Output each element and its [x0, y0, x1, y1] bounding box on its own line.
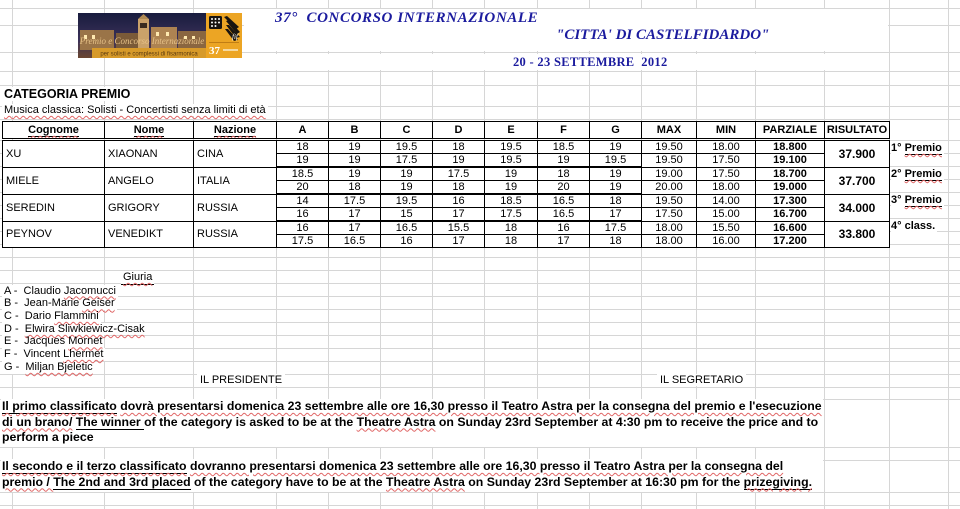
- gridline: [0, 71, 960, 72]
- text-segment: Flammini: [54, 310, 99, 323]
- score-cell: 17.50: [697, 154, 756, 168]
- score-cell: 19: [433, 154, 485, 168]
- score-cell: 16.5: [538, 194, 590, 208]
- score-cell: 19.5: [381, 141, 433, 154]
- gridline: [889, 0, 890, 509]
- column-header: Nazione: [194, 122, 277, 139]
- text-segment: D -: [4, 322, 25, 335]
- score-cell: 18.00: [642, 221, 697, 235]
- jury-member: [2, 361, 95, 374]
- score-cell: 20.00: [642, 181, 697, 195]
- score-cell: 17.5: [277, 235, 329, 248]
- column-header: Cognome: [3, 122, 105, 139]
- score-cell: 19: [381, 167, 433, 181]
- text-segment: G -: [4, 360, 26, 373]
- score-cell: 16: [381, 235, 433, 248]
- score-cell: 18.700: [756, 167, 825, 181]
- text-segment: Theatre Astra: [386, 474, 465, 489]
- contestant-info-cell: PEYNOV: [3, 221, 105, 248]
- contestant-row: [3, 194, 890, 208]
- score-cell: 19: [485, 167, 538, 181]
- score-cell: 17: [329, 221, 381, 235]
- text-segment: prizegiving.: [743, 474, 812, 489]
- score-cell: 17.5: [329, 194, 381, 208]
- gridline: [0, 387, 960, 388]
- column-header: B: [329, 122, 381, 139]
- text-segment: C - Dario: [4, 310, 55, 323]
- score-cell: 19.5: [590, 154, 642, 168]
- text-segment: Theatre Astra: [356, 414, 436, 429]
- text-segment: on Sunday 23rd September at 16:30 pm for the: [464, 474, 744, 489]
- score-cell: 16.700: [756, 208, 825, 222]
- contestant-info-cell: XIAONAN: [105, 141, 194, 168]
- score-cell: 16.00: [697, 235, 756, 248]
- column-header: G: [590, 122, 642, 139]
- score-cell: 18: [485, 235, 538, 248]
- score-cell: 19.5: [485, 141, 538, 154]
- score-cell: 18: [538, 167, 590, 181]
- secretary-signature-label: IL SEGRETARIO: [657, 374, 746, 386]
- notice-paragraph-2: [1, 459, 823, 492]
- score-cell: 16.5: [538, 208, 590, 222]
- score-cell: 19.00: [642, 167, 697, 181]
- score-cell: 18.5: [538, 141, 590, 154]
- score-cell: 19.50: [642, 154, 697, 168]
- result-cell: 37.700: [825, 167, 890, 194]
- score-cell: 18.5: [277, 167, 329, 181]
- text-segment: Il primo classificato: [2, 399, 117, 413]
- score-cell: 19: [329, 154, 381, 168]
- notice-paragraph-1: [1, 399, 823, 447]
- logo-text-line1: Premio e Concorso Internazionale: [79, 36, 205, 46]
- logo-text-line2: per solisti e complessi di fisarmonica: [100, 51, 198, 58]
- text-segment: Elwira Sliwkiewicz-Cisak: [24, 322, 145, 335]
- score-cell: 19: [381, 181, 433, 195]
- score-cell: 19: [277, 154, 329, 168]
- gridline: [0, 85, 960, 86]
- score-cell: 16.5: [329, 235, 381, 248]
- column-header: C: [381, 122, 433, 139]
- text-segment: dovranno presentarsi domenica 23 settembre alle ore 16,30 presso il Teatro Astra per la consegna del premio /: [2, 459, 784, 489]
- jury-member: [2, 310, 101, 323]
- gridline: [0, 374, 960, 375]
- score-cell: 19: [329, 167, 381, 181]
- jury-member: [2, 323, 147, 336]
- text-segment: Mornet: [68, 335, 103, 348]
- column-header: RISULTATO: [825, 122, 890, 139]
- score-cell: 15.50: [697, 221, 756, 235]
- text-segment: Geiser: [82, 297, 115, 310]
- score-cell: 17.50: [697, 167, 756, 181]
- score-cell: 14.00: [697, 194, 756, 208]
- score-cell: 19: [329, 141, 381, 154]
- gridline: [0, 505, 960, 506]
- text-segment: E - Jacques: [4, 335, 69, 348]
- text-segment: Il secondo e il terzo classificato: [2, 459, 187, 473]
- score-cell: 18: [433, 141, 485, 154]
- score-cell: 17: [538, 235, 590, 248]
- score-cell: 19.50: [642, 194, 697, 208]
- score-cell: 17.300: [756, 194, 825, 208]
- score-cell: 15.5: [433, 221, 485, 235]
- score-cell: 19.000: [756, 181, 825, 195]
- contestant-row: [3, 167, 890, 181]
- contestant-info-cell: XU: [3, 141, 105, 168]
- result-cell: 34.000: [825, 194, 890, 221]
- contestant-info-cell: RUSSIA: [194, 194, 277, 221]
- score-cell: 17.200: [756, 235, 825, 248]
- score-cell: 18.00: [697, 181, 756, 195]
- score-cell: 18: [277, 141, 329, 154]
- score-cell: 14: [277, 194, 329, 208]
- category-description: Musica classica: Solisti - Concertisti senza limiti di età: [4, 104, 266, 116]
- gridline: [824, 0, 825, 509]
- rank-label: 1° Premio: [891, 142, 942, 154]
- column-header: E: [485, 122, 538, 139]
- score-cell: 19: [590, 167, 642, 181]
- contestant-info-cell: RUSSIA: [194, 221, 277, 248]
- jury-member: [2, 285, 118, 298]
- logo-badge-number: 37: [209, 45, 220, 57]
- text-segment: on Sunday 23rd September at 4:30 pm to receive the price and to perform a piece: [2, 414, 819, 444]
- page-subtitle: "CITTA' DI CASTELFIDARDO": [556, 27, 770, 43]
- score-cell: 19.5: [381, 194, 433, 208]
- score-cell: 17: [433, 208, 485, 222]
- score-cell: 16.600: [756, 221, 825, 235]
- jury-member: [2, 348, 105, 361]
- score-cell: 19: [590, 181, 642, 195]
- score-cell: 18: [485, 221, 538, 235]
- logo-photo: [78, 13, 206, 58]
- contestant-info-cell: MIELE: [3, 167, 105, 194]
- score-cell: 20: [277, 181, 329, 195]
- score-cell: 19: [538, 154, 590, 168]
- score-cell: 18.800: [756, 141, 825, 154]
- contestant-info-cell: ITALIA: [194, 167, 277, 194]
- score-cell: 17.5: [590, 221, 642, 235]
- contestant-info-cell: CINA: [194, 141, 277, 168]
- score-cell: 19.50: [642, 141, 697, 154]
- contestant-info-cell: ANGELO: [105, 167, 194, 194]
- score-cell: 15.00: [697, 208, 756, 222]
- score-cell: 15: [381, 208, 433, 222]
- column-header: MIN: [697, 122, 756, 139]
- score-cell: 17: [590, 208, 642, 222]
- text-segment: F - Vincent: [4, 348, 64, 361]
- jury-title: Giuria: [123, 271, 153, 283]
- score-table: [2, 140, 890, 248]
- logo-fif-monogram: fif: [232, 33, 238, 41]
- score-cell: 18: [433, 181, 485, 195]
- score-cell: 18.00: [642, 235, 697, 248]
- category-heading: CATEGORIA PREMIO: [4, 87, 131, 101]
- text-segment: Lhermet: [63, 348, 104, 361]
- jury-list: [2, 271, 154, 374]
- score-cell: 17.50: [642, 208, 697, 222]
- contestant-info-cell: GRIGORY: [105, 194, 194, 221]
- text-segment: of the category is asked to be at the: [144, 414, 357, 429]
- text-segment: dovrà presentarsi domenica 23 settembre alle ore 16,30 presso il Teatro Astra per la consegna del premio e l'esecuzione di un brano/: [2, 399, 822, 429]
- gridline: [948, 0, 949, 509]
- result-cell: 33.800: [825, 221, 890, 248]
- column-header: F: [538, 122, 590, 139]
- score-cell: 17: [329, 208, 381, 222]
- text-segment: Miljan Bjeletic: [25, 360, 93, 373]
- score-cell: 18.00: [697, 141, 756, 154]
- jury-member: [2, 297, 117, 310]
- score-cell: 17: [433, 235, 485, 248]
- rank-label: 3° Premio: [891, 194, 942, 206]
- event-dates: 20 - 23 SETTEMBRE 2012: [513, 55, 668, 69]
- text-segment: The winner: [75, 414, 145, 429]
- score-cell: 19.100: [756, 154, 825, 168]
- column-header: Nome: [105, 122, 194, 139]
- text-segment: A - Claudio: [4, 284, 64, 297]
- jury-member: [2, 335, 104, 348]
- score-cell: 17.5: [433, 167, 485, 181]
- rank-label: 2° Premio: [891, 168, 942, 180]
- score-cell: 18.5: [485, 194, 538, 208]
- score-cell: 20: [538, 181, 590, 195]
- score-cell: 19.5: [485, 154, 538, 168]
- score-cell: 19: [590, 141, 642, 154]
- score-cell: 18: [590, 194, 642, 208]
- column-header: PARZIALE: [756, 122, 825, 139]
- score-cell: 16.5: [381, 221, 433, 235]
- gridline: [0, 492, 960, 493]
- contestant-info-cell: SEREDIN: [3, 194, 105, 221]
- score-cell: 17.5: [485, 208, 538, 222]
- score-cell: 18: [590, 235, 642, 248]
- gridline: [0, 447, 960, 448]
- contestant-row: [3, 141, 890, 154]
- score-cell: 19: [485, 181, 538, 195]
- contestant-info-cell: VENEDIKT: [105, 221, 194, 248]
- column-header: A: [277, 122, 329, 139]
- text-segment: of the category have to be at the: [190, 474, 387, 489]
- page-title: 37° CONCORSO INTERNAZIONALE: [275, 10, 539, 26]
- text-segment: Jacomucci: [63, 284, 116, 297]
- president-signature-label: IL PRESIDENTE: [197, 374, 285, 386]
- score-cell: 16: [433, 194, 485, 208]
- score-table-header: [2, 121, 890, 139]
- result-cell: 37.900: [825, 141, 890, 168]
- gridline: [0, 257, 960, 258]
- contestant-row: [3, 221, 890, 235]
- score-cell: 16: [277, 208, 329, 222]
- score-cell: 16: [277, 221, 329, 235]
- score-cell: 16: [538, 221, 590, 235]
- rank-label: 4° class.: [891, 220, 936, 232]
- text-segment: B - Jean-Marie: [4, 297, 83, 310]
- gridline: [0, 119, 960, 120]
- column-header: D: [433, 122, 485, 139]
- score-cell: 18: [329, 181, 381, 195]
- text-segment: The 2nd and 3rd placed: [53, 474, 191, 489]
- score-cell: 17.5: [381, 154, 433, 168]
- column-header: MAX: [642, 122, 697, 139]
- logo-badge: [206, 13, 242, 58]
